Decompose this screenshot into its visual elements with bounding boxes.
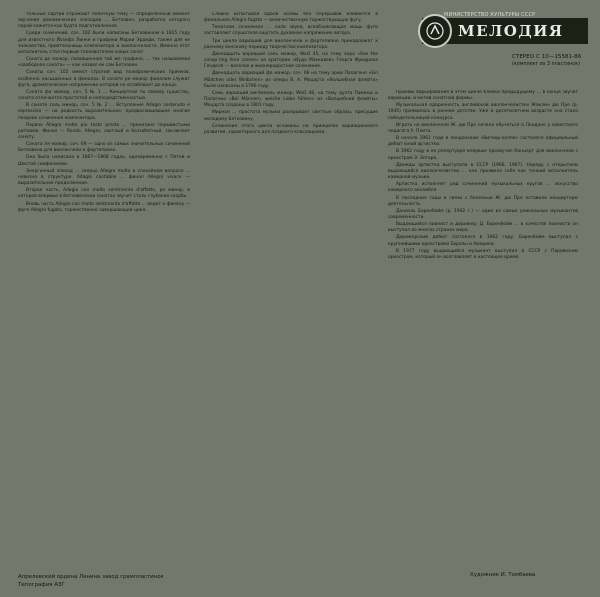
paragraph: Вновь часть Adagio con molto sentimento d'affetto ... ведет к финалу — фуге Allegro fugato, торжественно завершающей цикл. [18, 201, 190, 213]
paragraph: Мирная ... простота музыки раскрывает светлые образы, присущие молодому Бетховену. [204, 110, 378, 122]
paragraph: Среди сочинений, соч. 102 были написаны Бетховеном в 1815 году для известного Йозефа Линке и графини Марии Эрдеди, также для ее знакомства, приятельницы композитора и виолончелиста. Именно этот исполнитель стал первым толкователем новых сонат. [18, 31, 190, 55]
paragraph: В сонате соль минор, соч. 5 № 2 ... Вступление Adagio sostenuto e espressivo — на редкость выразительное, предвосхищающее многие поздние сочинения композитора. [18, 103, 190, 121]
paragraph: тельные партии отражают побочную тему — определенный момент звучания динамических эпизодов ... Бетховен, разработка которого порой кажется как будто подготовленная. [18, 12, 190, 30]
paragraph: В 1977 году выдающийся музыкант выступил в СССР с Парижским оркестром, который он возглавляет в настоящее время. [388, 248, 578, 260]
catalog-number: СТЕРЕО С 10—15581-86 [512, 54, 582, 60]
paragraph: В начале 1961 года в лондонском «Вигмор-холле» состоялся официальный дебют юной артистки. [388, 136, 578, 148]
paragraph: Тематизм сочинения ... сила звука, всеобъемлющая мощь фуги заставляют слушателя ощутить духовное напряжение автора. [204, 25, 378, 37]
paragraph: Дирижерский дебют состоялся в 1962 году. Баренбойм выступал с крупнейшими оркестрами Европы и Америки. [388, 235, 578, 247]
paragraph: Сочинения этого цикла основаны на принципах вариационного развития, характерного для позднего классицизма. [204, 123, 378, 135]
paragraph: Она была написана в 1807—1808 годах, одновременно с Пятой и Шестой симфониями. [18, 155, 190, 167]
paragraph: Двенадцать вариаций соль мажор, WoO 45, на тему хора «See the conqu'ring hero comes» из оратории «Иуда Маккавей» Георга Фридриха Генделя — веселое и жизнерадостное сочинение. [204, 51, 378, 70]
paragraph: Двенадцать вариаций фа мажор, соч. 66 на тему арии Папагено «Ein Mädchen oder Weibchen» из оперы В. А. Моцарта «Волшебная флейта» были написаны в 1796 году. [204, 71, 378, 89]
set-info: (комплект из 3 пластинок) [512, 62, 580, 67]
liner-notes-column-1 [18, 12, 190, 560]
paragraph: Дважды артистка выступала в СССР (1966, 1967). Наряду с открытием выдающейся виолончелистки ... она проявила себя как тонкий исполнитель камерной музыки. [388, 162, 578, 181]
melodiya-emblem-icon [418, 14, 452, 48]
paragraph: Выдающийся пианист и дирижер, Д. Баренбойм ... в качестве пианиста он выступал во многих странах мира. [388, 222, 578, 234]
paragraph: Сонаты соч. 102 имеют строгий вид полифонических приемов, особенно насыщенных в финалах. В сонате ре мажор финалом служит фуга, драматическое напряжение которой не ослабевает до конца. [18, 70, 190, 88]
paragraph: В 1962 году в ее репертуаре впервые прозвучал Концерт для виолончели с оркестром Э. Элгара. [388, 149, 578, 161]
melodiya-label-block [392, 10, 588, 70]
paragraph: Первое Allegro molto piu tosto presto ... пронизано порывистыми ритмами. Финал — Rondo. Allegro, светлый и беззаботный, заключает сонату. [18, 122, 190, 140]
ministry-caption: МИНИСТЕРСТВО КУЛЬТУРЫ СССР [444, 12, 536, 18]
paragraph: Соната до мажор, посвященная той же графине, ... так называемая «свободная соната» — как назвал ее сам Бетховен. [18, 57, 190, 69]
paragraph: Артистка исполняет ряд сочинений музыкальных кругов ... искусство камерного ансамбля. [388, 182, 578, 194]
paragraph: Играть на виолончели Ж. дю Пре начала обучаться в Лондоне у известного педагога У. Плита. [388, 122, 578, 134]
liner-notes-column-3 [388, 90, 578, 566]
paragraph: Словно испытывая вдали холмы без перерывов вливается в финальное Allegro fugato — величественную торжествующую фугу. [204, 12, 378, 24]
paragraph: Соната фа мажор, соч. 5 № 1 ... Концертная по своему существу, соната отличается простотой и непосредственностью. [18, 89, 190, 102]
paragraph: Семь вариаций ми-бемоль мажор, WoO 46, на тему дуэта Памины и Папагено «Bei Männern, welche Liebe fühlen» из «Волшебной флейты» Моцарта созданы в 1801 году. [204, 90, 378, 109]
melodiya-logo [422, 18, 588, 44]
paragraph: Вторая часть, Adagio con molto sentimento d'affetto, ре минор, в которой впервые в бетховенских сонатах звучит столь глубокая скорбь. [18, 188, 190, 200]
paragraph: В последние годы в связи с болезнью Ж. дю Пре оставила концертную деятельность. [388, 195, 578, 207]
liner-notes-column-2 [204, 12, 378, 560]
paragraph: Музыкальная одаренность английской виолончелистки Жаклин дю Пре (р. 1945) проявилась в раннем детстве. Уже в десятилетнем возрасте она стала победительницей конкурса. [388, 103, 578, 121]
paragraph: Энергичный эпизод ... скерцо Allegro molto в спокойном вопросе ... новизна в структуре. Adagio cantabile ... финал Allegro vivace — выразительное продолжение. [18, 168, 190, 187]
paragraph: Три цикла вариаций для виолончели и фортепиано принадлежат к раннему венскому периоду творчества композитора. [204, 38, 378, 50]
label-name: МЕЛОДИЯ [458, 22, 564, 40]
manufacturer-line: Апрелевский ордена Ленина завод грампластинок [18, 574, 164, 580]
printer-line: Типография АЗГ [18, 582, 65, 588]
paragraph: Соната ля мажор, соч. 69 — одно из самых значительных сочинений Бетховена для виолончели и фортепиано. [18, 142, 190, 154]
paragraph: Приемы варьирования в этом цикле близки предыдущему ... в конце звучат вариации, и мотив сонатной формы. [388, 90, 578, 102]
artist-credit: Художник И. Томбаева [470, 572, 536, 578]
paragraph: Даниэль Баренбойм (р. 1942 г.) — один из самых уникальных музыкантов современности. [388, 208, 578, 220]
